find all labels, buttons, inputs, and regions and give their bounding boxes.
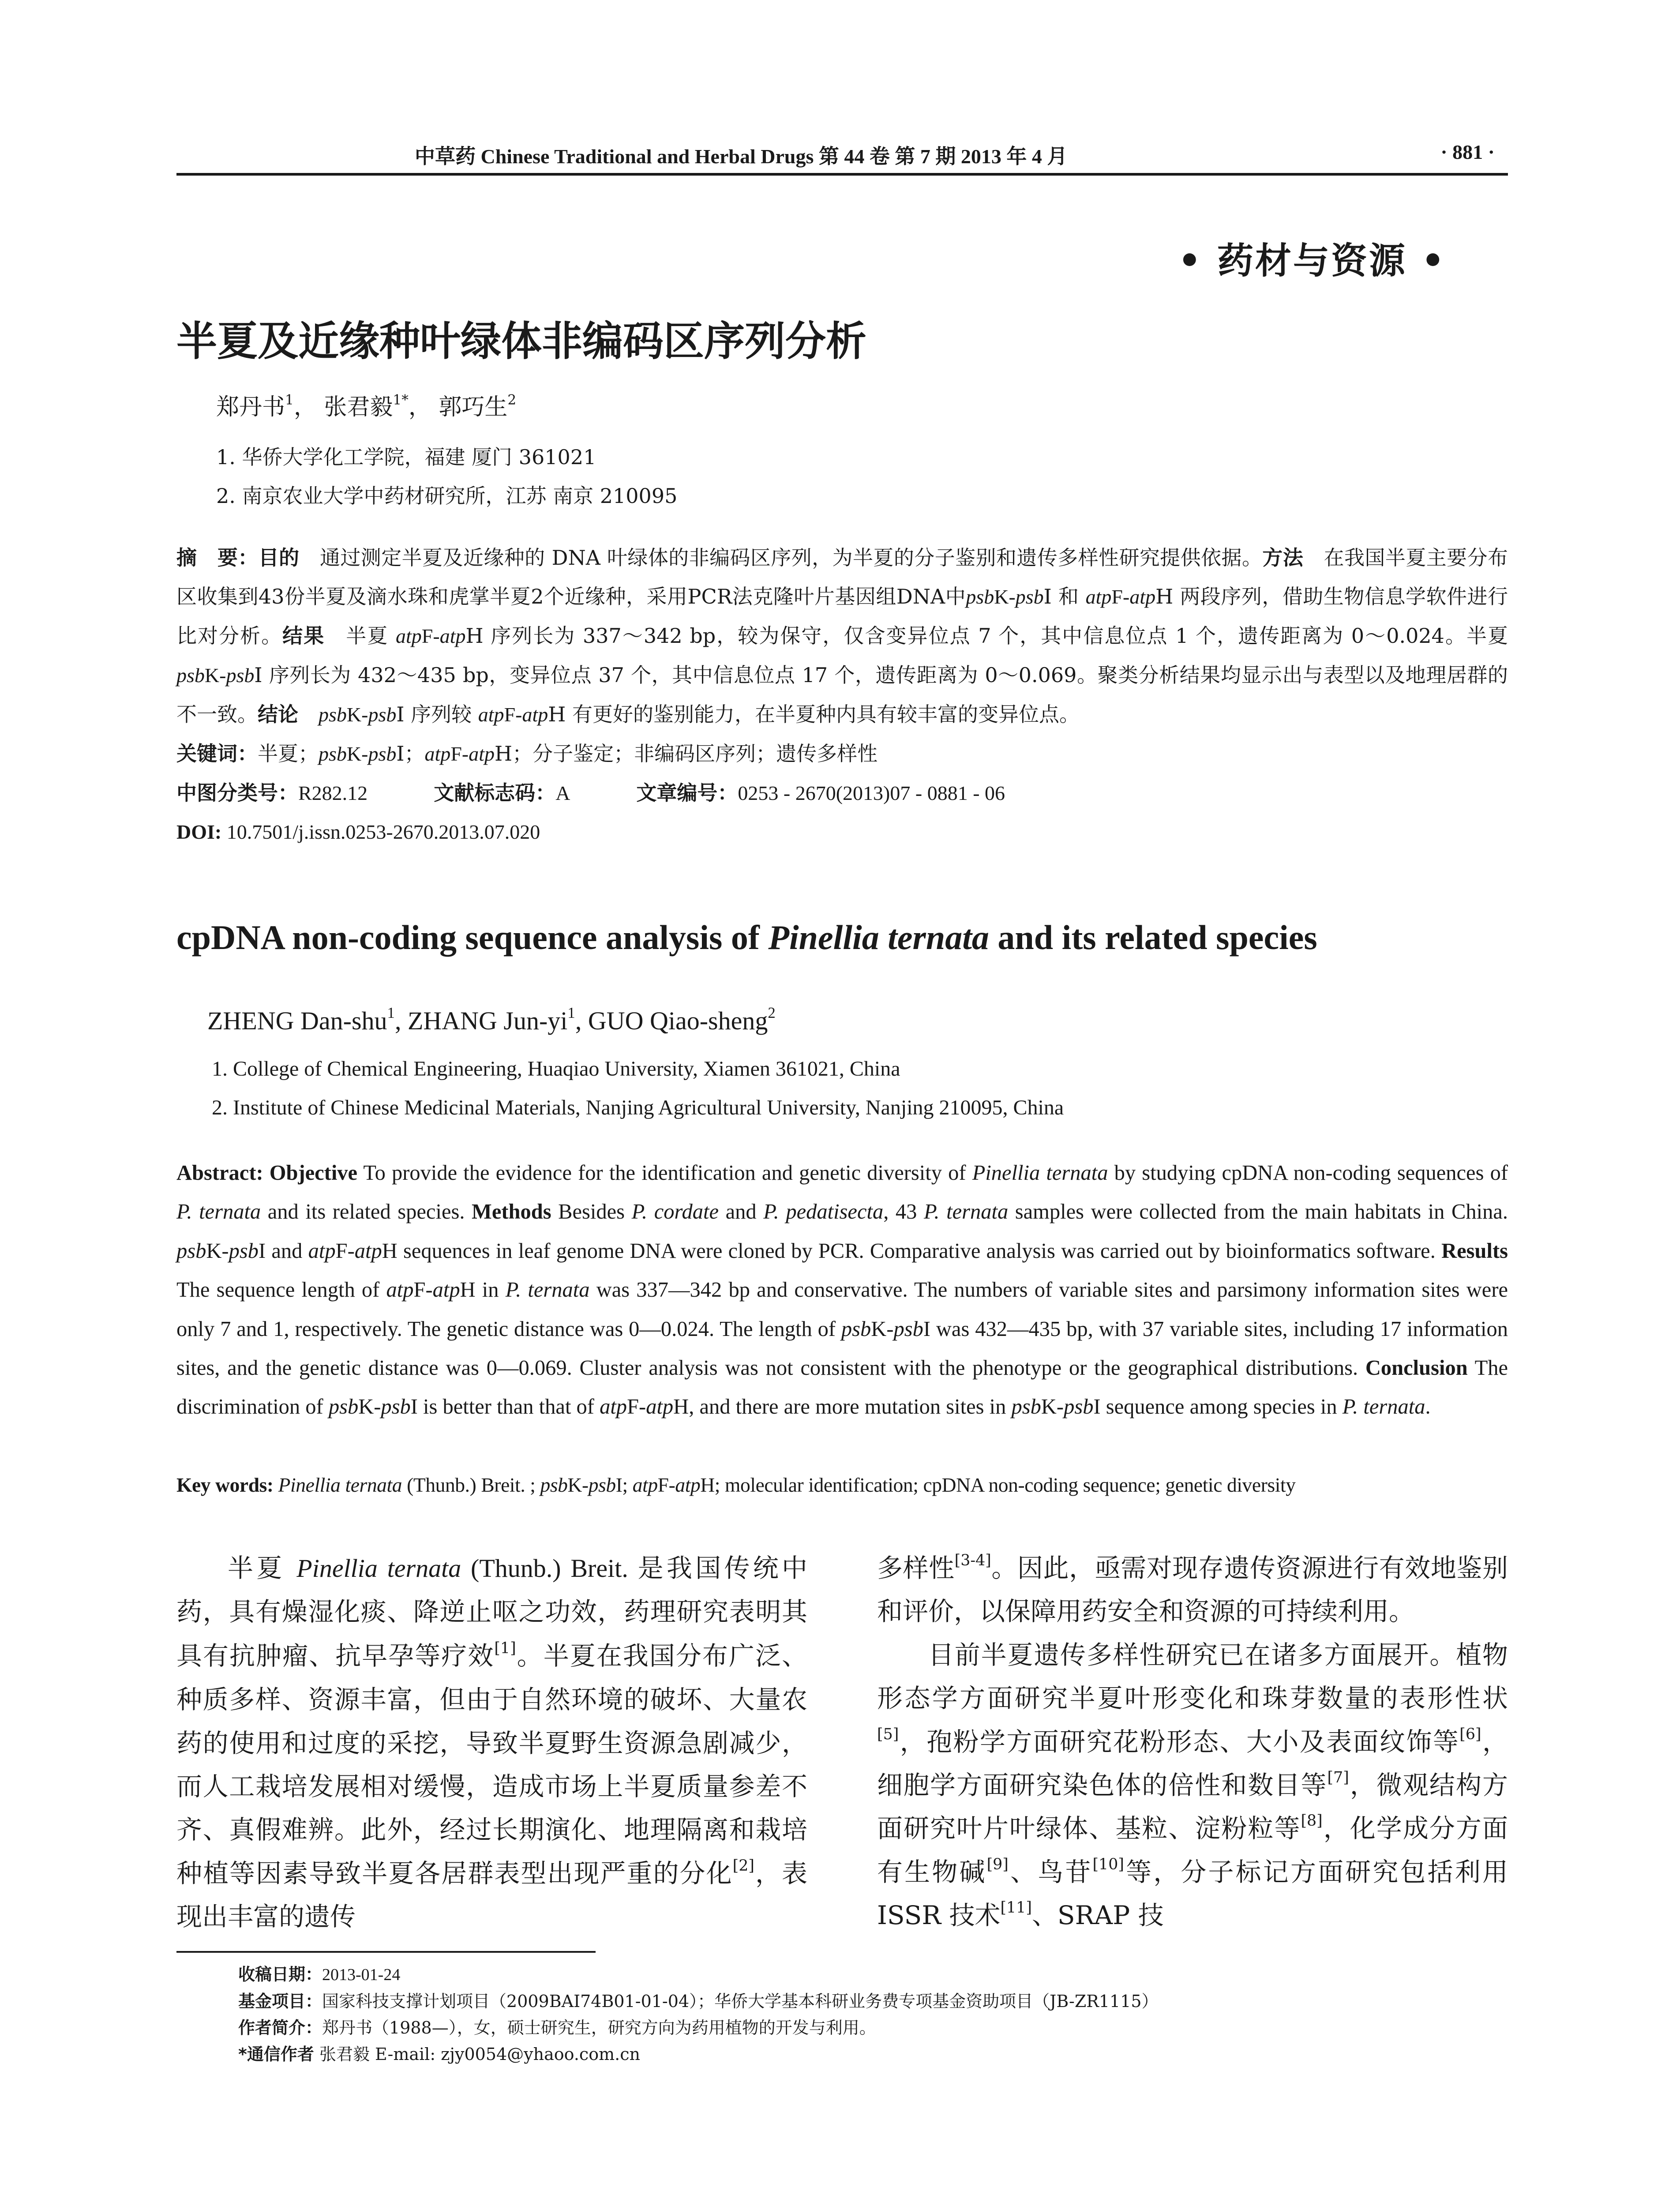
abstract-text: I is better than that of — [410, 1395, 600, 1419]
affiliation-chinese: 2. 南京农业大学中药材研究所，江苏 南京 210095 — [216, 484, 678, 508]
footnote-rule — [176, 1951, 596, 1953]
keywords-label: 关键词： — [176, 742, 258, 765]
body-text: ，微观结构方面研究叶片叶绿体、基粒、淀粉粒等 — [877, 1770, 1508, 1844]
author-name: 张君毅 — [324, 394, 393, 420]
abstract-text: . — [1425, 1395, 1431, 1419]
gene-name: psb — [229, 1239, 259, 1263]
abstract-text: H sequences in leaf genome DNA were cloned by PCR. Comparative analysis was carried out by bioinformatics software. — [382, 1239, 1442, 1263]
abstract-text: K- — [206, 1239, 229, 1263]
title-english-text: cpDNA non-coding sequence analysis of — [176, 918, 769, 957]
species-name: P. cordate — [631, 1200, 719, 1224]
abstract-text: I was 432—435 bp, with 37 variable sites, including 17 information sites, and the genetic distance was 0—0.069. Cluster analysis was not consistent with the phenotype or the geographical distributions. — [176, 1317, 1508, 1380]
keyword: psb — [588, 1474, 616, 1496]
gene-name: psb — [893, 1317, 923, 1341]
body-column-right — [877, 1546, 1508, 1937]
abstract-text: I sequence among species in — [1093, 1395, 1342, 1419]
gene-name: atp — [522, 703, 548, 726]
body-text: 、SRAP 技 — [1031, 1900, 1164, 1931]
keyword: psb — [319, 743, 347, 765]
keyword: 分子鉴定；非编码区序列；遗传多样性 — [532, 742, 878, 765]
gene-name: atp — [1085, 585, 1112, 608]
gene-name: atp — [432, 1278, 460, 1302]
keyword: I； — [396, 742, 425, 765]
abstract-text: F- — [413, 1278, 433, 1302]
abstract-text: H in — [460, 1278, 506, 1302]
author-name: , ZHANG Jun-yi — [394, 1006, 568, 1035]
methods-text: H 两段序列，借助生物信息学软件进行比对分析。 — [176, 585, 1508, 648]
affiliation-english: 1. College of Chemical Engineering, Huaqiao University, Xiamen 361021, China — [212, 1057, 900, 1080]
species-name: P. ternata — [924, 1200, 1009, 1224]
keyword: psb — [540, 1474, 568, 1496]
gene-name: atp — [646, 1395, 674, 1419]
authors-chinese: 郑丹书$^1$， 张君毅$^{1*}$， 郭巧生$^2$ — [216, 392, 517, 420]
gene-name: atp — [386, 1278, 414, 1302]
species-name: P. ternata — [1342, 1395, 1425, 1419]
footnote-label: 基金项目： — [238, 1992, 322, 2011]
author-affiliation-mark: 1 — [567, 1004, 575, 1021]
citation-ref: [10] — [1092, 1855, 1124, 1873]
methods-text: I 和 — [1043, 585, 1086, 608]
author-name: 郭巧生 — [439, 394, 508, 420]
body-text: 、鸟苷 — [1008, 1857, 1093, 1887]
affiliation-english: 2. Institute of Chinese Medicinal Materials, Nanjing Agricultural University, Nanjing 210095, China — [212, 1096, 1064, 1119]
gene-name: atp — [308, 1239, 336, 1263]
gene-name: atp — [600, 1395, 627, 1419]
author-affiliation-mark: 1* — [393, 392, 409, 408]
keyword: Pinellia ternata — [273, 1474, 402, 1496]
results-text: 半夏 — [325, 624, 396, 648]
abstract-text: samples were collected from the main habitats in China. — [1008, 1200, 1508, 1224]
gene-name: atp — [354, 1239, 382, 1263]
body-text: 半夏 — [228, 1553, 297, 1583]
gene-name: psb — [841, 1317, 871, 1341]
abstract-text: The discrimination of — [176, 1356, 1508, 1419]
gene-name: atp — [478, 703, 504, 726]
methods-label: 方法 — [1262, 546, 1304, 570]
body-text: 。因此，亟需对现存遗传资源进行有效地鉴别和评价，以保障用药安全和资源的可持续利用。 — [877, 1553, 1508, 1627]
results-label: 结果 — [282, 624, 325, 648]
citation-ref: [9] — [986, 1855, 1009, 1873]
abstract-text: K- — [1041, 1395, 1064, 1419]
abstract-text: , 43 — [883, 1200, 924, 1224]
document-code-label: 文献标志码： — [434, 781, 556, 805]
footnote-text: 2013-01-24 — [322, 1966, 401, 1984]
body-paragraph — [877, 1633, 1508, 1937]
keyword: F- — [450, 743, 469, 765]
gene-name: K- — [204, 664, 226, 687]
body-text: 目前半夏遗传多样性研究已在诸多方面展开。植物形态学方面研究半夏叶形变化和珠芽数量的表形性状 — [877, 1639, 1508, 1714]
abstract-text: H, and there are more mutation sites in — [673, 1395, 1012, 1419]
gene-name: psb — [966, 585, 994, 608]
keyword: 半夏； — [258, 742, 319, 765]
body-text: (Thunb.) Breit. 是我国传统中药，具有燥湿化痰、降逆止呕之功效，药理研究表明其具有抗肿瘤、抗早孕等疗效 — [176, 1554, 808, 1670]
clc-label: 中图分类号： — [176, 781, 298, 805]
body-text: ，细胞学方面研究染色体的倍性和数目等 — [877, 1726, 1508, 1801]
author-name: , GUO Qiao-sheng — [575, 1006, 768, 1035]
abstract-text: and its related species. — [261, 1200, 472, 1224]
abstract-text: and — [719, 1200, 764, 1224]
gene-name: psb — [328, 1395, 359, 1419]
author-name: 郑丹书 — [216, 394, 285, 420]
document-code-value: A — [555, 782, 570, 804]
body-column-left — [176, 1546, 807, 1939]
citation-ref: [11] — [1000, 1899, 1032, 1917]
authors-english — [207, 1006, 776, 1035]
abstract-text: Besides — [551, 1200, 632, 1224]
conclusion-label: Conclusion — [1365, 1356, 1468, 1380]
footnote-label: 收稿日期： — [238, 1965, 322, 1984]
objective-label: 目的 — [258, 546, 300, 570]
species-name: P. ternata — [505, 1278, 590, 1302]
keyword: atp — [675, 1474, 701, 1496]
results-text: I 序列长为 432～435 bp，变异位点 37 个，其中信息位点 17 个，遗传距离为 0～0.069。聚类分析结果均显示出与表型以及地理居群的不一致。 — [176, 663, 1508, 726]
title-english-text: and its related species — [989, 918, 1317, 957]
abstract-text: To provide the evidence for the identification and genetic diversity of — [357, 1161, 972, 1185]
journal-info: 中草药 Chinese Traditional and Herbal Drugs 第 44 卷 第 7 期 2013 年 4 月 — [415, 145, 1068, 168]
body-text: ，化学成分方面有生物碱 — [877, 1813, 1508, 1887]
section-label: • 药材与资源 • — [1178, 240, 1446, 282]
header-rule — [176, 173, 1508, 176]
conclusion-text: I 序列较 — [396, 702, 478, 726]
keyword: K- — [346, 743, 368, 765]
keyword: (Thunb.) Breit. ; — [402, 1474, 540, 1496]
doi-line — [176, 813, 1508, 852]
footnote-author-bio — [238, 2015, 1504, 2041]
article-number-value: 0253 - 2670(2013)07 - 0881 - 06 — [738, 782, 1005, 804]
conclusion-label: 结论 — [258, 702, 298, 726]
gene-name: psb — [1011, 1395, 1041, 1419]
citation-ref: [7] — [1327, 1768, 1349, 1786]
footnote-corresponding-author — [238, 2041, 1504, 2067]
keyword: psb — [368, 743, 397, 765]
body-text: ，孢粉学方面研究花粉形态、大小及表面纹饰等 — [899, 1726, 1460, 1757]
species-name: Pinellia ternata — [296, 1554, 461, 1583]
title-english — [176, 918, 1317, 957]
abstract-objective-label: Abstract: Objective — [176, 1161, 358, 1185]
body-text: 等，分子标记方面研究包括利用 ISSR 技术 — [877, 1857, 1508, 1931]
body-text: 。半夏在我国分布广泛、种质多样、资源丰富，但由于自然环境的破坏、大量农药的使用和过度的采挖，导致半夏野生资源急剧减少，而人工栽培发展相对缓慢，造成市场上半夏质量参差不齐、真假难辨。此外，经过长期演化、地理隔离和栽培种植等因素导致半夏各居群表型出现严重的分化 — [176, 1640, 807, 1888]
gene-name: K- — [346, 703, 368, 726]
abstract-text: was 337—342 bp and conservative. The numbers of variable sites and parsimony information sites were only 7 and 1, respectively. The genetic distance was 0—0.024. The length of — [176, 1278, 1508, 1341]
conclusion-text: H 有更好的鉴别能力，在半夏种内具有较丰富的变异位点。 — [548, 702, 1080, 726]
species-name: P. pedatisecta — [763, 1200, 884, 1224]
gene-name: atp — [396, 625, 422, 647]
keyword: K- — [567, 1474, 589, 1496]
article-number-label: 文章编号： — [636, 781, 738, 805]
abstract-label: 摘 要： — [176, 546, 259, 570]
affiliation-chinese: 1. 华侨大学化工学院，福建 厦门 361021 — [216, 445, 596, 469]
gene-name: psb — [226, 664, 255, 687]
abstract-text: K- — [358, 1395, 381, 1419]
author-name: ZHENG Dan-shu — [207, 1006, 387, 1035]
gene-name: K- — [994, 585, 1016, 608]
footnote-text: 郑丹书（1988—），女，硕士研究生，研究方向为药用植物的开发与利用。 — [322, 2018, 876, 2037]
methods-label: Methods — [472, 1200, 551, 1224]
footnote-funding — [238, 1988, 1504, 2015]
citation-ref: [1] — [494, 1639, 516, 1657]
title-chinese: 半夏及近缘种叶绿体非编码区序列分析 — [176, 318, 867, 365]
citation-ref: [3-4] — [954, 1551, 991, 1569]
abstract-text: The sequence length of — [176, 1278, 386, 1302]
keywords-label: Key words: — [176, 1474, 274, 1496]
abstract-chinese — [176, 538, 1508, 734]
classification-line — [176, 773, 1508, 813]
objective-text: 通过测定半夏及近缘种的 DNA 叶绿体的非编码区序列，为半夏的分子鉴别和遗传多样性研究提供依据。 — [299, 546, 1263, 570]
author-affiliation-mark: 2 — [507, 392, 517, 408]
gene-name: psb — [298, 703, 347, 726]
footnotes — [238, 1961, 1504, 2067]
abstract-text: F- — [627, 1395, 646, 1419]
abstract-chinese-block — [176, 538, 1508, 852]
gene-name: psb — [1064, 1395, 1094, 1419]
footnote-label: *通信作者 — [238, 2045, 314, 2064]
keyword: I; — [615, 1474, 633, 1496]
methods-text: 在我国半夏主要分布区收集到43份半夏及滴水珠和虎掌半夏2个近缘种，采用PCR法克隆叶片基因组DNA中 — [176, 546, 1508, 608]
author-affiliation-mark: 1 — [285, 392, 294, 408]
citation-ref: [2] — [732, 1857, 754, 1875]
citation-ref: [5] — [877, 1725, 899, 1743]
citation-ref: [6] — [1459, 1725, 1481, 1743]
abstract-text: F- — [335, 1239, 355, 1263]
citation-ref: [8] — [1301, 1812, 1323, 1830]
abstract-text: I and — [258, 1239, 308, 1263]
body-text: ，表现出丰富的遗传 — [176, 1858, 807, 1932]
doi-label: DOI: — [176, 821, 222, 843]
abstract-english — [176, 1154, 1508, 1427]
gene-name: F- — [1111, 585, 1130, 608]
results-text: H 序列长为 337～342 bp，较为保守，仅含变异位点 7 个，其中信息位点 1 个，遗传距离为 0～0.024。半夏 — [465, 624, 1508, 648]
body-text: 多样性 — [877, 1553, 955, 1583]
gene-name: psb — [368, 703, 397, 726]
keywords-english — [176, 1466, 1518, 1504]
author-affiliation-mark: 1 — [387, 1004, 395, 1021]
gene-name: psb — [1015, 585, 1044, 608]
abstract-text: K- — [871, 1317, 894, 1341]
gene-name: psb — [176, 664, 205, 687]
gene-name: psb — [176, 1239, 206, 1263]
gene-name: atp — [1129, 585, 1156, 608]
species-name: P. ternata — [176, 1200, 261, 1224]
page-number: · 881 · — [1440, 141, 1495, 163]
footnote-label: 作者简介： — [238, 2018, 322, 2037]
gene-name: psb — [381, 1395, 411, 1419]
keyword: H； — [495, 742, 533, 765]
species-name: Pinellia ternata — [972, 1161, 1108, 1185]
gene-name: F- — [421, 625, 440, 647]
keyword: F- — [657, 1474, 675, 1496]
abstract-text: by studying cpDNA non-coding sequences of — [1108, 1161, 1508, 1185]
running-header — [176, 140, 1508, 171]
keyword: atp — [469, 743, 495, 765]
clc-value: R282.12 — [298, 782, 368, 804]
keyword: atp — [424, 743, 451, 765]
keywords-chinese — [176, 734, 1508, 773]
title-species-name: Pinellia ternata — [768, 918, 989, 957]
gene-name: atp — [439, 625, 466, 647]
author-affiliation-mark: 2 — [768, 1004, 776, 1021]
results-label: Results — [1441, 1239, 1508, 1263]
keyword: atp — [632, 1474, 658, 1496]
doi-value: 10.7501/j.issn.0253-2670.2013.07.020 — [221, 821, 540, 843]
footnote-text: 国家科技支撑计划项目（2009BAI74B01-01-04）；华侨大学基本科研业务费专项基金资助项目（JB-ZR1115） — [322, 1992, 1159, 2011]
gene-name: F- — [504, 703, 522, 726]
footnote-received — [238, 1961, 1504, 1988]
footnote-text: 张君毅 E-mail: zjy0054@yhaoo.com.cn — [314, 2045, 640, 2064]
keyword: H; molecular identification; cpDNA non-coding sequence; genetic diversity — [700, 1474, 1296, 1496]
